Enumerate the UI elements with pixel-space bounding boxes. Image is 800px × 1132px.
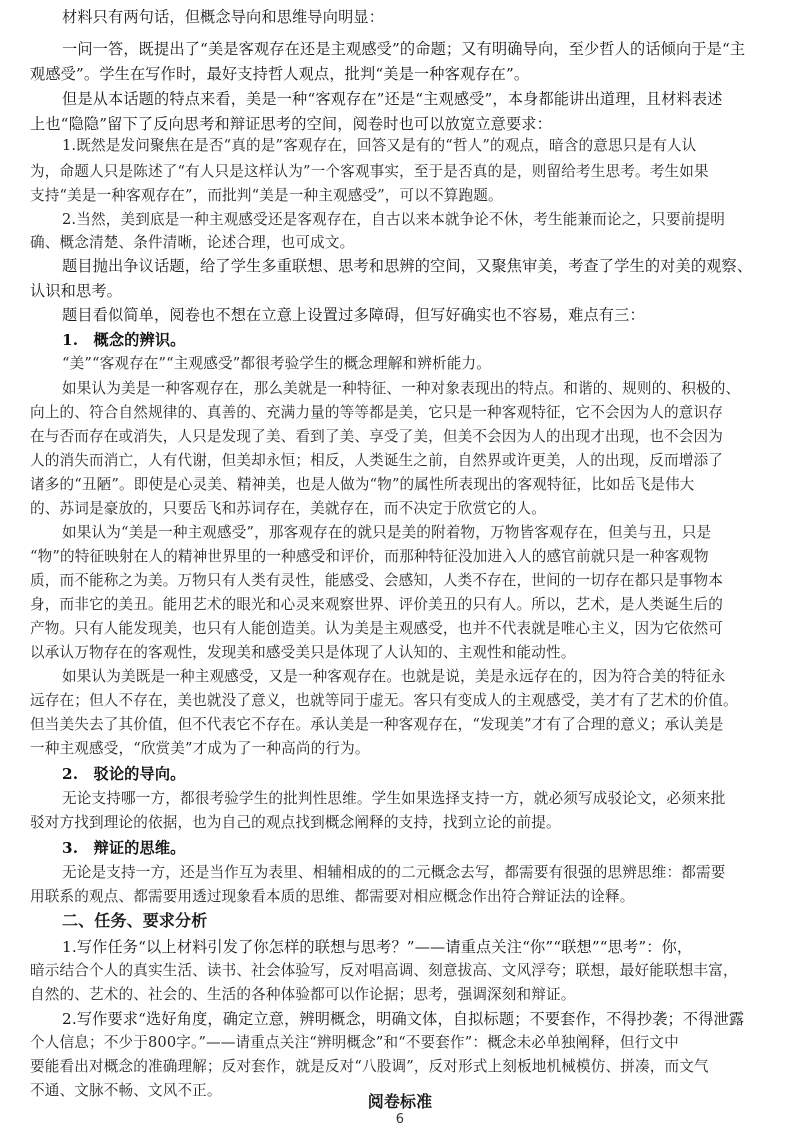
text-line: 确、概念清楚、条件清晰，论述合理，也可成文。 [30, 234, 355, 251]
text-line: 1.既然是发问聚焦在是否“真的是”客观存在，回答又是有的“哲人”的观点，暗含的意思只是有人认 [62, 137, 697, 154]
section-heading: 2. 驳论的导向。 [62, 765, 186, 783]
text-line: 的、苏词是豪放的，只要岳飞和苏词存在，美就存在，而不决定于欣赏它的人。 [30, 500, 547, 517]
text-line: 在与否而存在或消失，人只是发现了美、看到了美、享受了美，但美不会因为人的出现才出现，也不会因为 [30, 428, 723, 445]
text-line: 2.当然，美到底是一种主观感受还是客观存在，自古以来本就争论不休，考生能兼而论之，只要前提明 [62, 211, 725, 228]
text-line: 无论支持哪一方，都很考验学生的批判性思维。学生如果选择支持一方，就必须写成驳论文，必须来批 [62, 790, 726, 807]
text-line: 如果认为“美是一种主观感受”，那客观存在的就只是美的附着物，万物皆客观存在，但美与丑，只是 [62, 524, 712, 541]
text-line: 为，命题人只是陈述了“有人只是这样认为”一个客观事实，至于是否真的是，则留给考生思考。考生如果 [30, 163, 709, 180]
text-line: 材料只有两句话，但概念导向和思维导向明显： [62, 8, 385, 26]
text-line: 自然的、艺术的、社会的、生活的各种体验都可以作论据；思考，强调深刻和辩证。 [30, 986, 576, 1003]
text-line: 1.写作任务“以上材料引发了你怎样的联想与思考？”——请重点关注“你”“联想”“思考”：你， [62, 938, 693, 956]
text-line: 诸多的“丑陋”。即使是心灵美、精神美，也是人做为“物”的属性所表现出的客观特征，比如岳飞是伟大 [30, 476, 695, 493]
text-line: 上也“隐隐”留下了反向思考和辩证思考的空间，阅卷时也可以放宽立意要求： [30, 115, 552, 133]
text-line: 用联系的观点、都需要用透过现象看本质的思维、都需要对相应概念作出符合辩证法的诠释。 [30, 888, 635, 905]
text-line: 暗示结合个人的真实生活、读书、社会体验写，反对唱高调、刻意拔高、文风浮夸；联想，最好能联想丰富， [30, 962, 738, 979]
text-line: 2.写作要求“选好角度，确定立意，辨明概念，明确文体，自拟标题；不要套作，不得抄袭；不得泄露 [62, 1010, 745, 1028]
text-line: 以承认万物存在的客观性，发现美和感受美只是体现了人认知的、主观性和能动性。 [30, 644, 576, 661]
text-line: 个人信息；不少于800字。”——请重点关注“辨明概念”和“不要套作”：概念未必单独阐释，但行文中 [30, 1034, 679, 1051]
text-line: 向上的、符合自然规律的、真善的、充满力量的等等都是美，它只是一种客观特征，它不会因为人的意识存 [30, 404, 723, 421]
text-line: 如果认为美既是一种主观感受，又是一种客观存在。也就是说，美是永远存在的，因为符合美的特征永 [62, 668, 726, 685]
page-number: 6 [395, 1112, 405, 1127]
text-line: 不通、文脉不畅、文风不正。 [30, 1082, 222, 1099]
text-line: “美”“客观存在”“主观感受”都很考验学生的概念理解和辨析能力。 [62, 355, 492, 372]
section-heading: 1. 概念的辨识。 [62, 331, 186, 349]
text-line: 题目看似简单，阅卷也不想在立意上设置过多障碍，但写好确实也不容易，难点有三： [62, 306, 645, 324]
text-line: 但当美失去了其价值，但不代表它不存在。承认美是一种客观存在，“发现美”才有了合理的意义；承认美是 [30, 716, 724, 733]
text-line: 质，而不能称之为美。万物只有人类有灵性，能感受、会感知，人类不存在，世间的一切存在都只是事物本 [30, 572, 723, 589]
text-line: 但是从本话题的特点来看，美是一种“客观存在”还是“主观感受”，本身都能讲出道理，且材料表述 [62, 90, 723, 108]
text-line: 认识和思考。 [30, 282, 123, 300]
text-line: 如果认为美是一种客观存在，那么美就是一种特征、一种对象表现出的特点。和谐的、规则的、积极的、 [62, 380, 741, 397]
text-line: 要能看出对概念的准确理解；反对套作，就是反对“八股调”，反对形式上刻板地机械模仿、拼凑，而文气 [30, 1058, 709, 1075]
section-heading: 3. 辩证的思维。 [62, 839, 186, 857]
footer-title: 阅卷标准 [367, 1092, 433, 1111]
text-line: 一问一答，既提出了“美是客观存在还是主观感受”的命题；又有明确导向，至少哲人的话倾向于是“主 [62, 40, 746, 58]
text-line: 题目抛出争议话题，给了学生多重联想、思考和思辨的空间，又聚焦审美，考查了学生的对美的观察、 [62, 257, 753, 275]
text-line: 驳对方找到理论的依据，也为自己的观点找到概念阐释的支持，找到立论的前提。 [30, 814, 561, 831]
text-line: “物”的特征映射在人的精神世界里的一种感受和评价，而那种特征没加进入人的感官前就只是一种客观物 [30, 548, 709, 565]
text-line: 一种主观感受，“欣赏美”才成为了一种高尚的行为。 [30, 740, 370, 757]
text-line: 产物。只有人能发现美，也只有人能创造美。认为美是主观感受，也并不代表就是唯心主义，因为它依然可 [30, 620, 723, 637]
text-line: 人的消失而消亡，人有代谢，但美却永恒；相反，人类诞生之前，自然界或许更美，人的出现，反而增添了 [30, 452, 723, 469]
text-line: 身，而非它的美丑。能用艺术的眼光和心灵来观察世界、评价美丑的只有人。所以，艺术，是人类诞生后的 [30, 596, 723, 613]
text-line: 观感受”。学生在写作时，最好支持哲人观点，批判“美是一种客观存在”。 [30, 65, 530, 83]
text-line: 远存在；但人不存在，美也就没了意义，也就等同于虚无。客只有变成人的主观感受，美才有了艺术的价值。 [30, 692, 738, 709]
text-line: 无论是支持一方，还是当作互为表里、相辅相成的的二元概念去写，都需要有很强的思辨思维：都需要 [62, 864, 726, 881]
text-line: 支持“美是一种客观存在”，而批判“美是一种主观感受”，可以不算跑题。 [30, 187, 503, 204]
section-heading: 二、任务、要求分析 [62, 911, 208, 930]
